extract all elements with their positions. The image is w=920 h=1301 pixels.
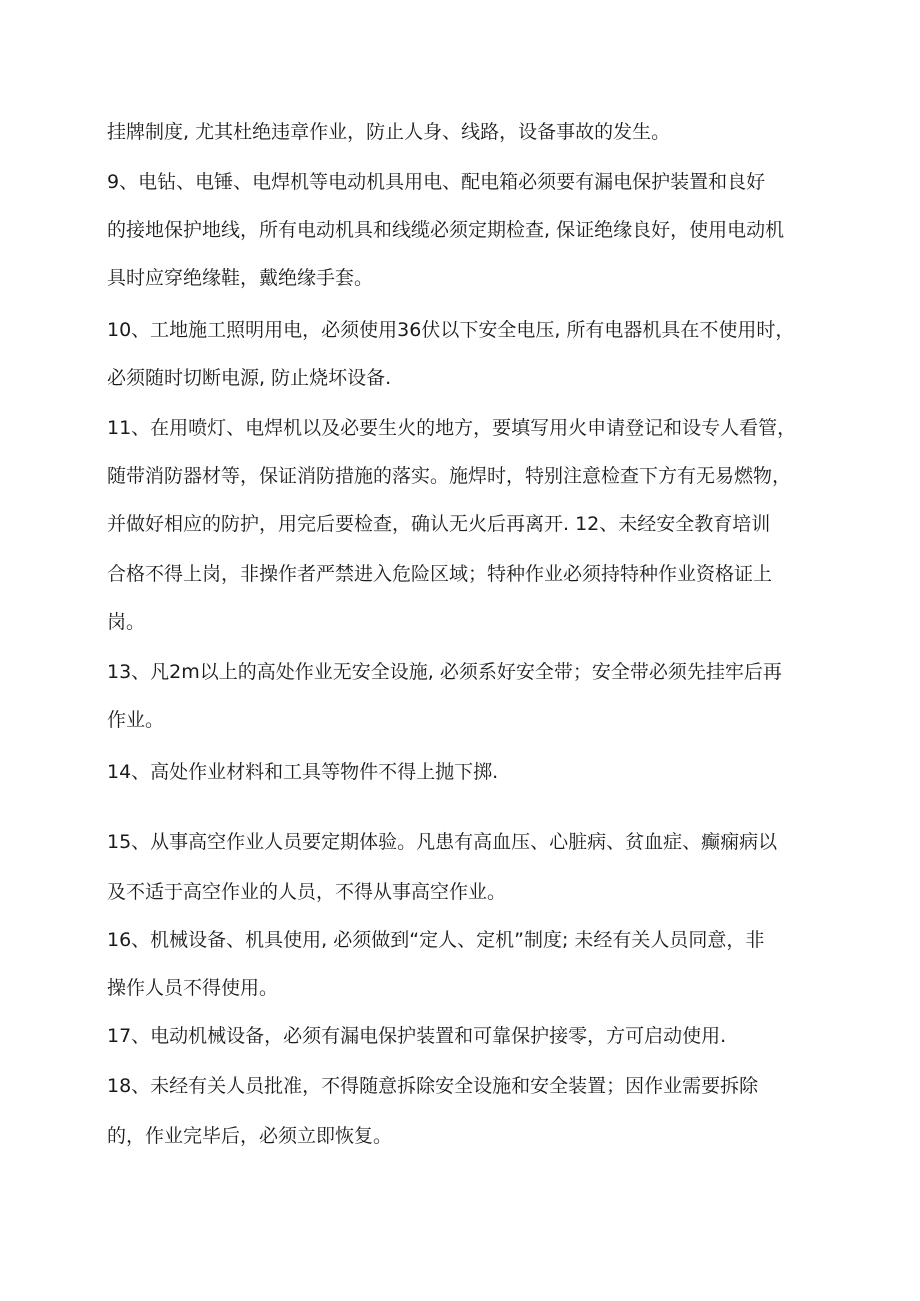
text-line: 11、在用喷灯、电焊机以及必要生火的地方，要填写用火申请登记和设专人看管， xyxy=(107,417,797,439)
text-line: 作业。 xyxy=(107,709,165,731)
text-line: 17、电动机械设备，必须有漏电保护装置和可靠保护接零，方可启动使用. xyxy=(107,1025,727,1047)
text-line: 15、从事高空作业人员要定期体验。凡患有高血压、心脏病、贫血症、癫痫病以 xyxy=(107,831,778,853)
text-line: 的，作业完毕后，必须立即恢复。 xyxy=(107,1125,393,1147)
text-line: 13、凡2m以上的高处作业无安全设施, 必须系好安全带；安全带必须先挂牢后再 xyxy=(107,661,782,683)
text-line: 随带消防器材等，保证消防措施的落实。施焊时，特别注意检查下方有无易燃物， xyxy=(107,465,792,487)
text-line: 并做好相应的防护，用完后要检查，确认无火后再离开. 12、未经安全教育培训 xyxy=(107,513,771,535)
text-line: 操作人员不得使用。 xyxy=(107,977,279,999)
text-line: 18、未经有关人员批准，不得随意拆除安全设施和安全装置；因作业需要拆除 xyxy=(107,1075,759,1097)
text-line: 14、高处作业材料和工具等物件不得上抛下掷. xyxy=(107,761,499,783)
text-line: 9、电钻、电锤、电焊机等电动机具用电、配电箱必须要有漏电保护装置和良好 xyxy=(107,171,766,193)
text-line: 必须随时切断电源, 防止烧坏设备. xyxy=(107,367,392,389)
text-line: 具时应穿绝缘鞋，戴绝缘手套。 xyxy=(107,267,374,289)
text-line: 岗。 xyxy=(107,611,146,633)
text-line: 16、机械设备、机具使用, 必须做到“定人、定机”制度; 未经有关人员同意，非 xyxy=(107,929,765,951)
text-line: 10、工地施工照明用电，必须使用36伏以下安全电压, 所有电器机具在不使用时， xyxy=(107,319,795,341)
text-line: 合格不得上岗，非操作者严禁进入危险区域；特种作业必须持特种作业资格证上 xyxy=(107,563,773,585)
text-line: 的接地保护地线，所有电动机具和线缆必须定期检查, 保证绝缘良好，使用电动机 xyxy=(107,219,785,241)
text-line: 挂牌制度, 尤其杜绝违章作业，防止人身、线路，设备事故的发生。 xyxy=(107,121,671,143)
text-line: 及不适于高空作业的人员，不得从事高空作业。 xyxy=(107,881,507,903)
